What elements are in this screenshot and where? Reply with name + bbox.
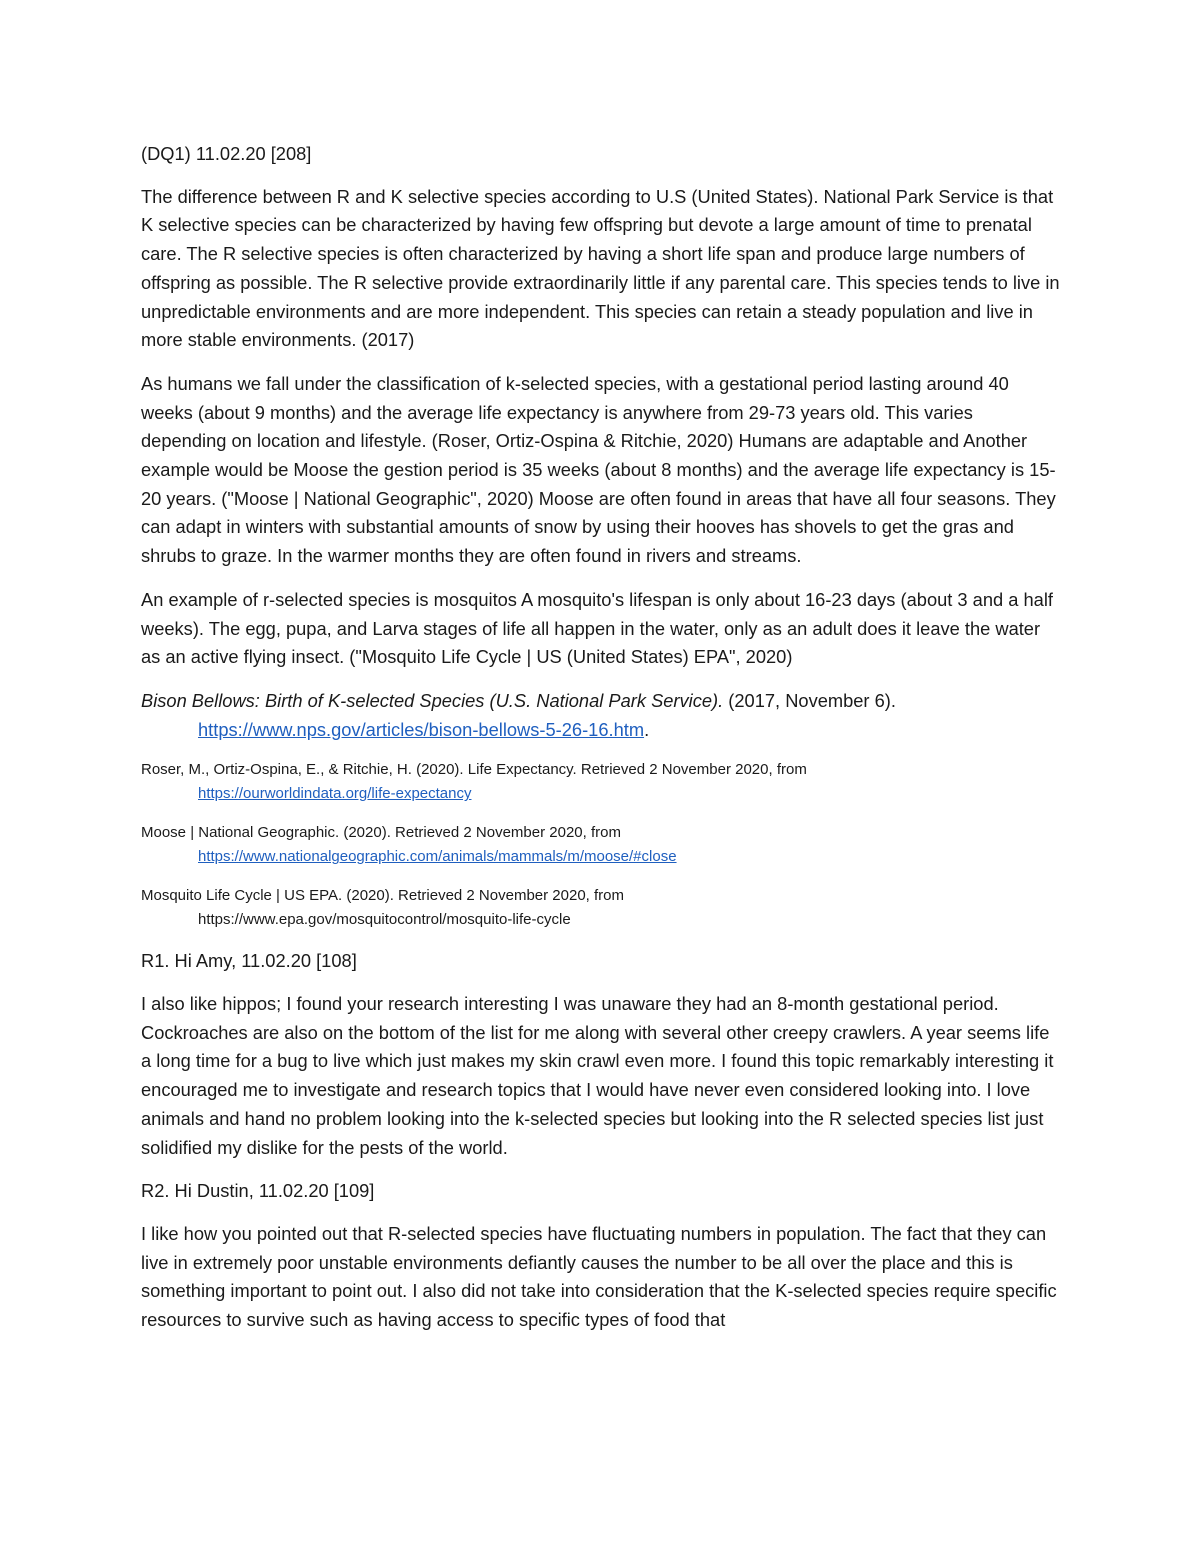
reference-4-text: Mosquito Life Cycle | US EPA. (2020). Retrieved 2 November 2020, from [141,887,624,905]
reference-1-title: Bison Bellows: Birth of K-selected Species (U.S. National Park Service). [141,689,724,711]
reference-4-url: https://www.epa.gov/mosquitocontrol/mosquito-life-cycle [198,911,571,929]
reference-3 [141,821,1061,869]
reference-1-end: . [644,718,650,740]
dq1-heading: (DQ1) 11.02.20 [208] [141,143,312,164]
r2-body: I like how you pointed out that R-selected species have fluctuating numbers in population. The fact that they can live in extremely poor unstable environments defiantly causes the number to be all over the place and this is something important to point out. I also did not take into consideration that the K-selected species require specific resources to survive such as having access to specific types of food that [141,1222,1057,1331]
dq1-paragraph-1: The difference between R and K selective species according to U.S (United States). National Park Service is that K selective species can be characterized by having few offspring but devote a large amount of time to prenatal care. The R selective species is often characterized by having a short life span and produce large numbers of offspring as possible. The R selective provide extraordinarily little if any parental care. This species tends to live in unpredictable environments and are more independent. This species can retain a steady population and live in more stable environments. (2017) [141,185,1060,351]
document-body [141,140,1061,1350]
reference-3-text: Moose | National Geographic. (2020). Retrieved 2 November 2020, from [141,824,621,842]
dq1-paragraph-2: As humans we fall under the classification of k-selected species, with a gestational period lasting around 40 weeks (about 9 months) and the average life expectancy is anywhere from 29-73 years old. This varies depending on location and lifestyle. (Roser, Ortiz-Ospina & Ritchie, 2020) Humans are adaptable and Another example would be Moose the gestion period is 35 weeks (about 8 months) and the average life expectancy is 15-20 years. ("Moose | National Geographic", 2020) Moose are often found in areas that have all four seasons. They can adapt in winters with substantial amounts of snow by using their hooves has shovels to get the gras and shrubs to graze. In the warmer months they are often found in rivers and streams. [141,372,1056,567]
reference-2-text: Roser, M., Ortiz-Ospina, E., & Ritchie, H. (2020). Life Expectancy. Retrieved 2 November 2020, from [141,761,807,779]
reference-1-date: (2017, November 6). [723,689,896,711]
reference-2-link[interactable]: https://ourworldindata.org/life-expectancy [198,785,472,803]
dq1-paragraph-3: An example of r-selected species is mosquitos A mosquito's lifespan is only about 16-23 days (about 3 and a half weeks). The egg, pupa, and Larva stages of life all happen in the water, only as an adult does it leave the water as an active flying insect. ("Mosquito Life Cycle | US (United States) EPA", 2020) [141,588,1053,668]
reference-1 [141,687,1061,744]
reference-4 [141,884,1061,932]
r1-heading: R1. Hi Amy, 11.02.20 [108] [141,950,357,972]
r1-body: I also like hippos; I found your research interesting I was unaware they had an 8-month gestational period. Cockroaches are also on the bottom of the list for me along with several other creepy crawlers. A year seems life a long time for a bug to live which just makes my skin crawl even more. I found this topic remarkably interesting it encouraged me to investigate and research topics that I would have never even considered looking into. I love animals and hand no problem looking into the k-selected species but looking into the R selected species list just solidified my dislike for the pests of the world. [141,993,1054,1158]
reference-3-link[interactable]: https://www.nationalgeographic.com/animals/mammals/m/moose/#close [198,848,677,866]
reference-2 [141,758,1061,806]
r2-heading: R2. Hi Dustin, 11.02.20 [109] [141,1180,375,1202]
reference-1-link[interactable]: https://www.nps.gov/articles/bison-bellows-5-26-16.htm [198,718,645,740]
